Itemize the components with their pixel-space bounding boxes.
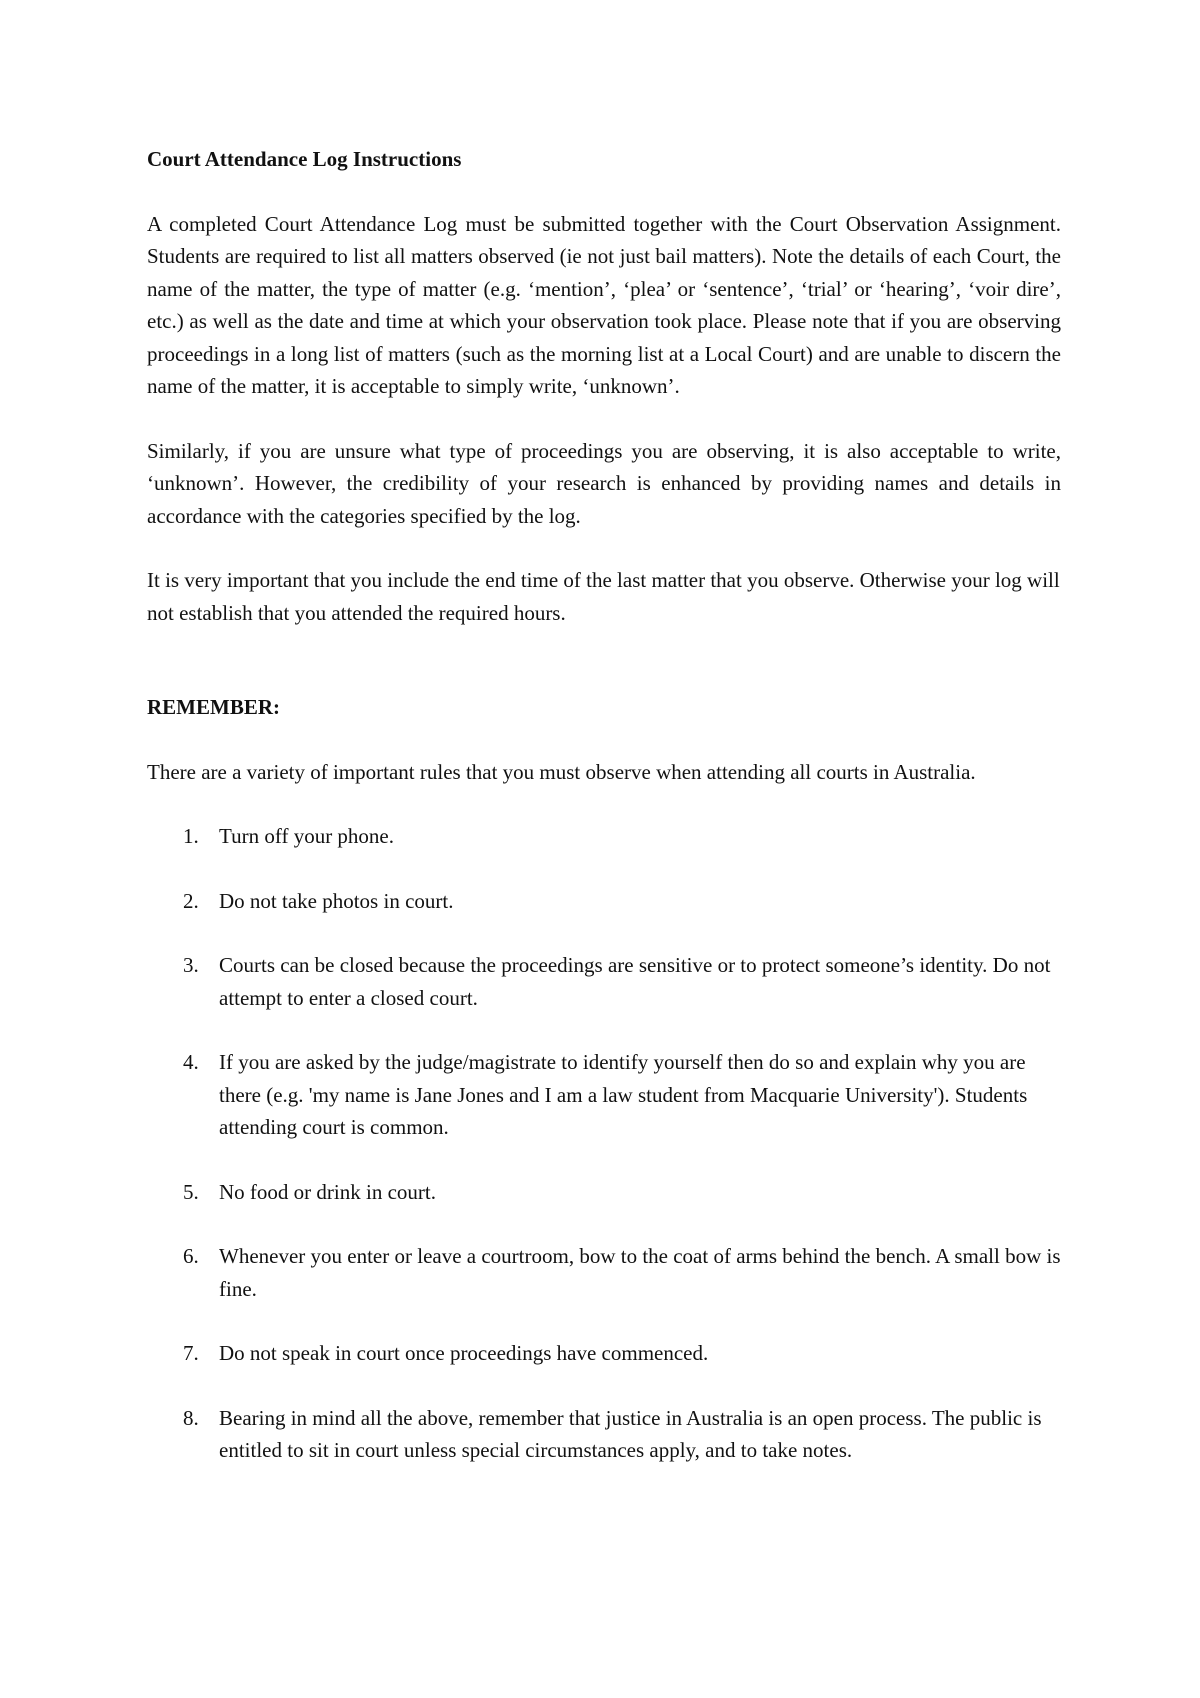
rule-number: 8. (183, 1405, 199, 1430)
rule-text: Do not speak in court once proceedings have commenced. (219, 1341, 709, 1365)
rule-number: 1. (183, 824, 199, 848)
rule-text: No food or drink in court. (219, 1179, 436, 1204)
rule-item (147, 1402, 1061, 1467)
rule-number: 6. (183, 1244, 199, 1268)
rule-text: Courts can be closed because the proceedings are sensitive or to protect someone’s identity. Do not attempt to enter a closed court. (219, 953, 1051, 1010)
rule-item (147, 949, 1061, 1014)
rules-list (147, 820, 1061, 1467)
rule-item (147, 1046, 1061, 1144)
rule-number: 2. (183, 888, 199, 913)
rules-intro: There are a variety of important rules that you must observe when attending all courts in Australia. (147, 759, 976, 784)
remember-heading: REMEMBER: (147, 695, 280, 719)
document-body (147, 143, 1061, 1499)
rule-item (147, 1337, 1061, 1370)
rule-item (147, 1176, 1061, 1209)
rule-text: Do not take photos in court. (219, 888, 454, 913)
paragraph-end-time: It is very important that you include the end time of the last matter that you observe. Otherwise your log will not establish that you attended the required hours. (147, 568, 1060, 625)
rule-text: Bearing in mind all the above, remember that justice in Australia is an open process. The public is entitled to sit in court unless special circumstances apply, and to take notes. (219, 1405, 1042, 1462)
rule-text: Whenever you enter or leave a courtroom, bow to the coat of arms behind the bench. A small bow is fine. (219, 1244, 1061, 1301)
rule-text: Turn off your phone. (219, 824, 395, 848)
rule-number: 7. (183, 1341, 199, 1365)
rule-item (147, 820, 1061, 853)
document-title: Court Attendance Log Instructions (147, 147, 462, 171)
paragraph-unknown-proceedings: Similarly, if you are unsure what type of proceedings you are observing, it is also acceptable to write, ‘unknown’. However, the credibility of your research is enhanced by providing names and details in accordance with the categories specified by the log. (147, 438, 1061, 528)
rule-number: 5. (183, 1179, 199, 1204)
rule-item (147, 1240, 1061, 1305)
rule-number: 3. (183, 953, 199, 977)
rule-text: If you are asked by the judge/magistrate to identify yourself then do so and explain why you are there (e.g. 'my name is Jane Jones and I am a law student from Macquarie University'). Students attending court is common. (219, 1050, 1028, 1139)
rule-number: 4. (183, 1050, 199, 1074)
paragraph-log-submission: A completed Court Attendance Log must be submitted together with the Court Observation Assignment. Students are required to list all matters observed (ie not just bail matters). Note the details of each Court, the name of the matter, the type of matter (e.g. ‘mention’, ‘plea’ or ‘sentence’, ‘trial’ or ‘hearing’, ‘voir dire’, etc.) as well as the date and time at which your observation took place. Please note that if you are observing proceedings in a long list of matters (such as the morning list at a Local Court) and are unable to discern the name of the matter, it is acceptable to simply write, ‘unknown’. (147, 211, 1061, 398)
rule-item (147, 885, 1061, 918)
